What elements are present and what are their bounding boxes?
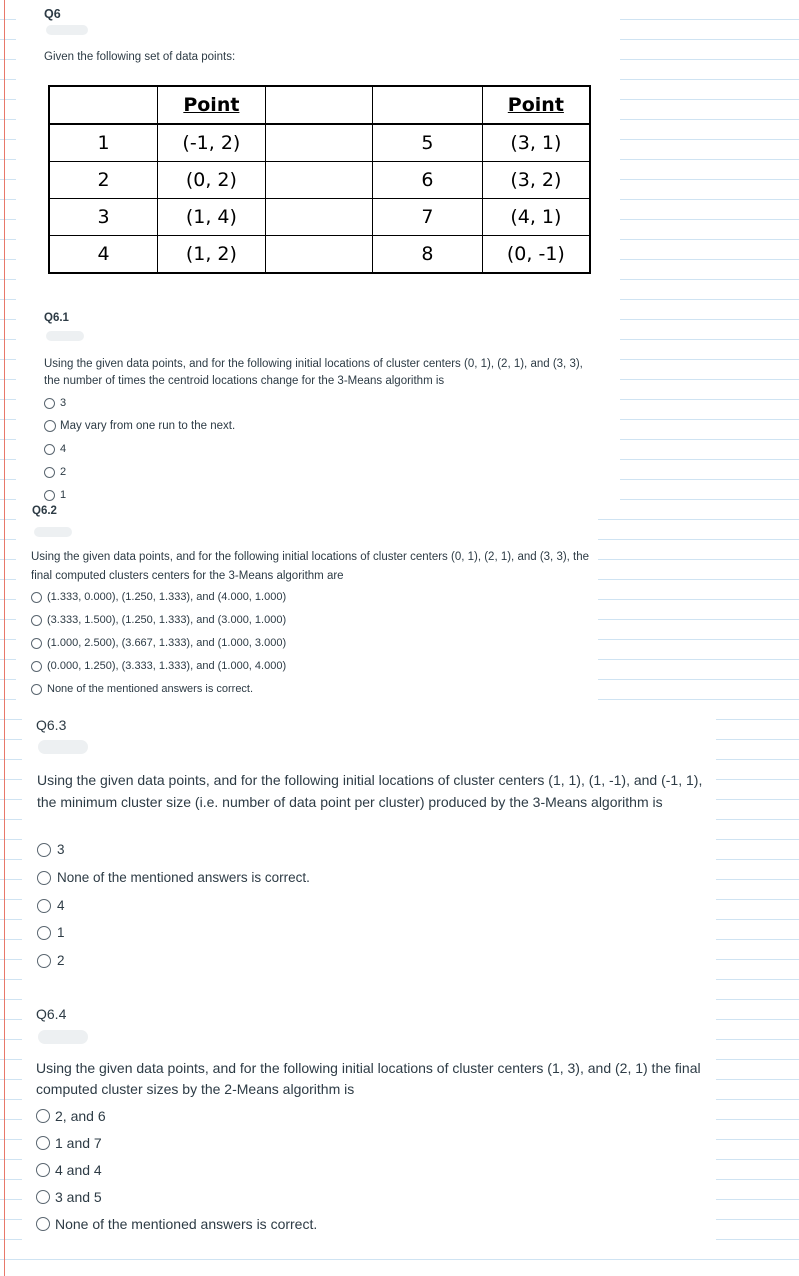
option-label: 1 [57, 925, 65, 940]
option-q6-1-d[interactable] [44, 466, 66, 478]
radio-icon[interactable] [44, 420, 56, 432]
question-title: Q6 [44, 7, 61, 21]
radio-icon[interactable] [31, 592, 42, 603]
option-label: 1 [60, 489, 67, 501]
table-cell [265, 124, 372, 162]
question-text-q6-3: Using the given data points, and for the following initial locations of cluster centers (1, 1), (1, -1), and (-1, 1), the minimum cluster size (i.e. number of data point per cluster) produced by the 3-Means algorithm is [37, 772, 703, 810]
radio-icon[interactable] [44, 490, 55, 501]
table-cell: 6 [373, 162, 483, 199]
redacted-mark [34, 527, 72, 537]
question-text-q6-4: Using the given data points, and for the following initial locations of cluster centers (1, 3), and (2, 1) the final computed cluster sizes by the 2-Means algorithm is [36, 1060, 701, 1097]
option-label: 2 [60, 466, 67, 478]
option-q6-1-c[interactable] [44, 443, 66, 455]
radio-icon[interactable] [31, 615, 42, 626]
option-label: 4 [57, 898, 65, 913]
table-cell: 8 [373, 236, 483, 274]
question-intro: Given the following set of data points: [44, 51, 236, 63]
option-label: (3.333, 1.500), (1.250, 1.333), and (3.000, 1.000) [47, 614, 287, 626]
option-label: 3 [57, 842, 65, 857]
radio-icon[interactable] [37, 926, 51, 940]
table-cell: (3, 2) [482, 162, 590, 199]
redacted-mark [38, 1030, 88, 1044]
option-label: None of the mentioned answers is correct. [47, 683, 254, 695]
radio-icon[interactable] [36, 1190, 50, 1204]
table-cell [265, 162, 372, 199]
option-q6-3-b[interactable] [37, 870, 310, 885]
radio-icon[interactable] [37, 899, 51, 913]
option-label: 4 and 4 [55, 1162, 102, 1178]
option-label: 2 [57, 953, 65, 968]
question-title-q6-1: Q6.1 [44, 312, 69, 324]
question-card-q6-3 [22, 704, 716, 1248]
radio-icon[interactable] [31, 684, 42, 695]
option-label: 3 and 5 [55, 1189, 102, 1205]
option-q6-2-e[interactable] [31, 683, 253, 695]
table-header-cell: Point [158, 86, 266, 124]
option-q6-4-e[interactable] [36, 1216, 317, 1232]
table-cell: 5 [373, 124, 483, 162]
table-cell: (1, 2) [158, 236, 266, 274]
option-q6-1-a[interactable] [44, 397, 66, 409]
data-points-table [48, 85, 591, 274]
question-title-q6-4: Q6.4 [36, 1006, 67, 1022]
table-cell: 3 [49, 199, 158, 236]
table-header-cell: Point [482, 86, 590, 124]
radio-icon[interactable] [31, 661, 42, 672]
radio-icon[interactable] [44, 398, 55, 409]
table-cell [265, 236, 372, 274]
table-cell: (1, 4) [158, 199, 266, 236]
table-cell: (3, 1) [482, 124, 590, 162]
radio-icon[interactable] [31, 638, 42, 649]
option-q6-2-a[interactable] [31, 591, 286, 603]
radio-icon[interactable] [36, 1217, 50, 1231]
option-q6-2-c[interactable] [31, 637, 286, 649]
option-q6-1-e[interactable] [44, 489, 66, 501]
table-cell: 7 [373, 199, 483, 236]
option-label: May vary from one run to the next. [60, 420, 236, 432]
table-header-row [49, 86, 590, 124]
question-title-q6-3: Q6.3 [36, 717, 67, 733]
table-cell: 4 [49, 236, 158, 274]
table-cell [265, 199, 372, 236]
table-cell: 1 [49, 124, 158, 162]
option-label: (0.000, 1.250), (3.333, 1.333), and (1.000, 4.000) [47, 660, 287, 672]
table-row [49, 199, 590, 236]
option-label: None of the mentioned answers is correct. [57, 870, 310, 885]
option-q6-3-c[interactable] [37, 898, 65, 913]
table-header-cell [49, 86, 158, 124]
option-q6-1-b[interactable] [44, 420, 235, 432]
option-label: 4 [60, 443, 67, 455]
option-q6-2-b[interactable] [31, 614, 286, 626]
option-q6-4-b[interactable] [36, 1135, 102, 1151]
option-q6-3-a[interactable] [37, 842, 65, 857]
radio-icon[interactable] [37, 954, 51, 968]
redacted-mark [38, 740, 88, 754]
table-cell: (0, -1) [482, 236, 590, 274]
question-title-q6-2: Q6.2 [32, 505, 57, 517]
option-q6-4-a[interactable] [36, 1108, 106, 1124]
option-q6-4-d[interactable] [36, 1189, 102, 1205]
option-label: None of the mentioned answers is correct. [55, 1216, 318, 1232]
option-q6-3-e[interactable] [37, 953, 65, 968]
radio-icon[interactable] [37, 843, 51, 857]
radio-icon[interactable] [36, 1163, 50, 1177]
table-cell: (-1, 2) [158, 124, 266, 162]
option-label: (1.000, 2.500), (3.667, 1.333), and (1.000, 3.000) [47, 637, 287, 649]
radio-icon[interactable] [36, 1136, 50, 1150]
radio-icon[interactable] [36, 1109, 50, 1123]
option-q6-2-d[interactable] [31, 660, 286, 672]
option-label: (1.333, 0.000), (1.250, 1.333), and (4.000, 1.000) [47, 591, 287, 603]
table-header-cell [265, 86, 372, 124]
table-cell: (0, 2) [158, 162, 266, 199]
table-header-cell [373, 86, 483, 124]
question-text-q6-1: Using the given data points, and for the following initial locations of cluster centers (0, 1), (2, 1), and (3, 3), the number of times the centroid locations change for the 3-Means algorithm is [44, 358, 583, 387]
option-label: 1 and 7 [55, 1135, 102, 1151]
table-cell: (4, 1) [482, 199, 590, 236]
radio-icon[interactable] [37, 871, 51, 885]
table-row [49, 236, 590, 274]
redacted-mark [46, 331, 84, 341]
table-row [49, 124, 590, 162]
radio-icon[interactable] [44, 444, 55, 455]
option-label: 3 [60, 397, 67, 409]
option-q6-3-d[interactable] [37, 925, 65, 940]
option-q6-4-c[interactable] [36, 1162, 102, 1178]
option-label: 2, and 6 [55, 1108, 106, 1124]
radio-icon[interactable] [44, 467, 55, 478]
table-cell: 2 [49, 162, 158, 199]
table-row [49, 162, 590, 199]
redacted-mark [46, 25, 88, 35]
question-text-q6-2: Using the given data points, and for the following initial locations of cluster centers (0, 1), (2, 1), and (3, 3), the final computed clusters centers for the 3-Means algorithm are [31, 551, 590, 582]
question-card-q6-2 [16, 505, 598, 704]
